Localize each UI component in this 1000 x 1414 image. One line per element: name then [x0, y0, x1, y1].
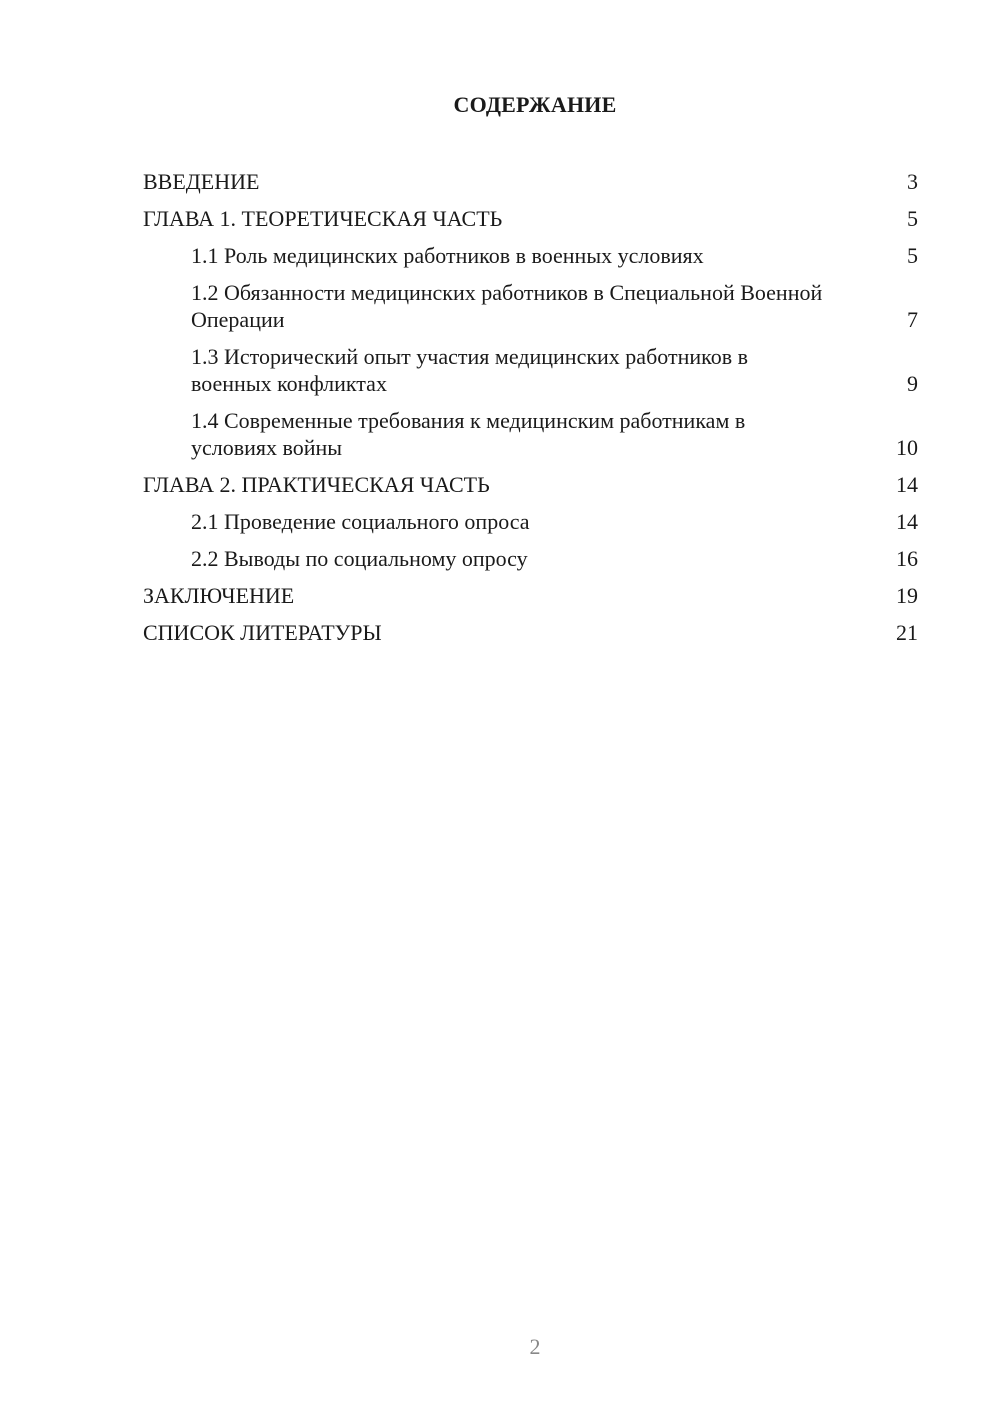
toc-entry-section-1-2 [143, 279, 918, 333]
toc-entry-conclusion [143, 582, 918, 609]
toc-entry-page: 14 [896, 472, 918, 497]
toc-entry-page: 5 [907, 243, 918, 268]
toc-entry-page: 10 [896, 435, 918, 460]
toc-entry-label: 1.1 Роль медицинских работников в военных условиях [191, 243, 704, 268]
toc-entry-section-2-2 [143, 545, 918, 572]
toc-entry-page: 3 [907, 169, 918, 194]
toc-entry-label: 2.1 Проведение социального опроса [191, 509, 530, 534]
toc-entry-label: 2.2 Выводы по социальному опросу [191, 546, 528, 571]
toc-entry-label: ЗАКЛЮЧЕНИЕ [143, 583, 295, 608]
toc-entry-section-1-4 [143, 407, 918, 461]
toc-entry-page: 9 [907, 371, 918, 396]
toc-entry-label: 1.4 Современные требования к медицинским работникам в условиях войны [191, 408, 746, 460]
toc-entry-label: ГЛАВА 2. ПРАКТИЧЕСКАЯ ЧАСТЬ [143, 472, 490, 497]
toc-entry-page: 7 [907, 307, 918, 332]
toc-entry-label: 1.3 Исторический опыт участия медицинских работников в военных конфликтах [191, 344, 748, 396]
toc-entry-label: ГЛАВА 1. ТЕОРЕТИЧЕСКАЯ ЧАСТЬ [143, 206, 503, 231]
toc-entry-section-2-1 [143, 508, 918, 535]
toc-entry-label: ВВЕДЕНИЕ [143, 169, 260, 194]
toc-entry-section-1-1 [143, 242, 918, 269]
toc-entry-chapter-2 [143, 471, 918, 498]
page-number: 2 [529, 1334, 541, 1359]
toc-entry-label: 1.2 Обязанности медицинских работников в Специальной Военной Операции [191, 280, 823, 332]
toc-entry-page: 16 [896, 546, 918, 571]
table-of-contents [143, 168, 918, 656]
toc-entry-introduction [143, 168, 918, 195]
toc-entry-page: 21 [896, 620, 918, 645]
toc-entry-page: 14 [896, 509, 918, 534]
toc-entry-page: 5 [907, 206, 918, 231]
toc-entry-section-1-3 [143, 343, 918, 397]
toc-title: СОДЕРЖАНИЕ [453, 92, 617, 117]
toc-entry-chapter-1 [143, 205, 918, 232]
toc-entry-references [143, 619, 918, 646]
toc-entry-page: 19 [896, 583, 918, 608]
toc-entry-label: СПИСОК ЛИТЕРАТУРЫ [143, 620, 382, 645]
